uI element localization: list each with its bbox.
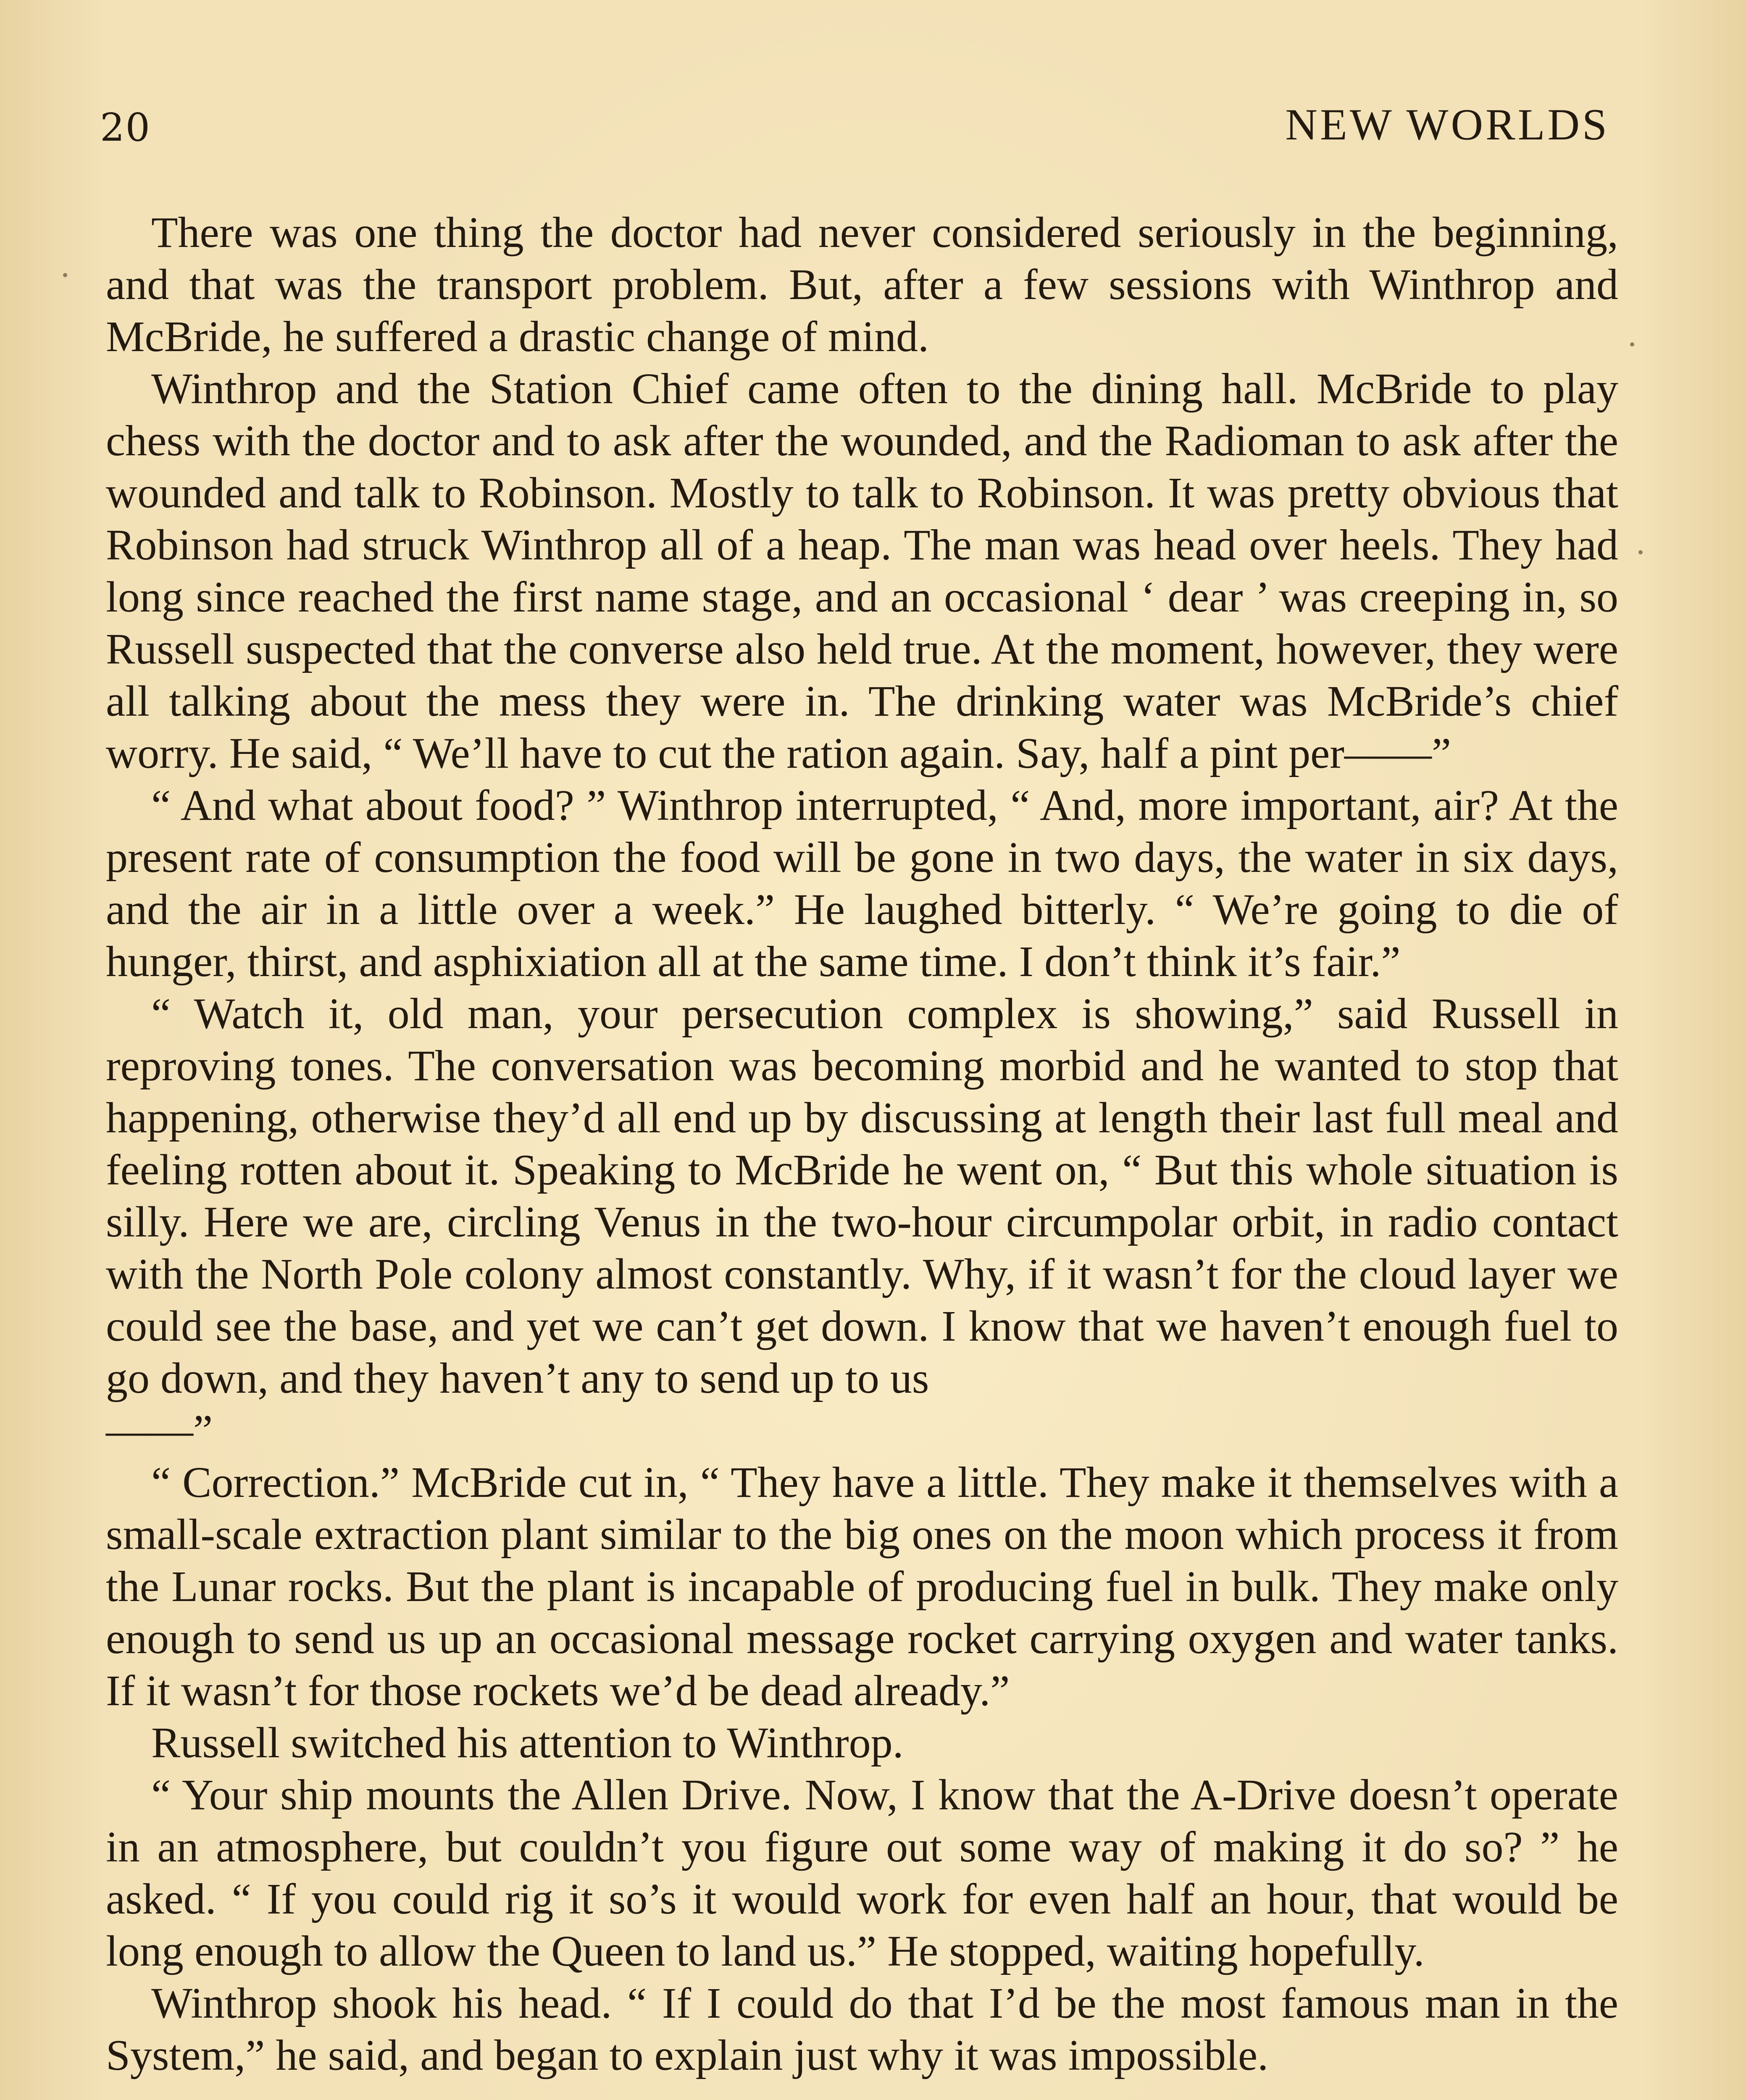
- paragraph-2: Winthrop and the Station Chief came often to the dining hall. McBride to play chess with the doctor and to ask after the wounded, and the Radioman to ask after the wounded and talk to Robinson. Mostly to talk to Robinson. It was pretty obvious that Robinson had struck Winthrop all of a heap. The man was head over heels. They had long since reached the first name stage, and an occasional ‘ dear ’ was creeping in, so Russell suspected that the converse also held true. At the moment, however, they were all talking about the mess they were in. The drinking water was McBride’s chief worry. He said, “ We’ll have to cut the ration again. Say, half a pint per——”: [106, 365, 1618, 777]
- paragraph-4-dash: ——”: [106, 1406, 213, 1454]
- ink-speck: [1638, 550, 1643, 554]
- ink-speck: [1630, 342, 1634, 346]
- ink-speck: [63, 273, 67, 277]
- paragraph-1: There was one thing the doctor had never considered seriously in the beginning, and that was the transport problem. But, after a few sessions with Winthrop and McBride, he suffered a drastic change of mind.: [106, 208, 1618, 361]
- page-number: 20: [100, 105, 151, 150]
- paragraph-8: Winthrop shook his head. “ If I could do that I’d be the most famous man in the System,” he said, and began to explain just why it was impossible.: [106, 1979, 1618, 2079]
- story-text: [106, 207, 1618, 2082]
- paragraph-5: “ Correction.” McBride cut in, “ They have a little. They make it themselves with a small-scale extraction plant similar to the big ones on the moon which process it from the Lunar rocks. But the plant is incapable of producing fuel in bulk. They make only enough to send us up an occasional message rocket carrying oxygen and water tanks. If it wasn’t for those rockets we’d be dead already.”: [106, 1458, 1618, 1715]
- running-title: NEW WORLDS: [1285, 100, 1609, 149]
- page-header: [100, 95, 1609, 162]
- paragraph-3: “ And what about food? ” Winthrop interrupted, “ And, more important, air? At the present rate of consumption the food will be gone in two days, the water in six days, and the air in a little over a week.” He laughed bitterly. “ We’re going to die of hunger, thirst, and asphixiation all at the same time. I don’t think it’s fair.”: [106, 781, 1618, 986]
- paragraph-7: “ Your ship mounts the Allen Drive. Now, I know that the A-Drive doesn’t operate in an atmosphere, but couldn’t you figure out some way of making it do so? ” he asked. “ If you could rig it so’s it would work for even half an hour, that would be long enough to allow the Queen to land us.” He stopped, waiting hopefully.: [106, 1771, 1618, 1975]
- paragraph-6: Russell switched his attention to Winthrop.: [151, 1719, 904, 1767]
- paragraph-4: “ Watch it, old man, your persecution complex is showing,” said Russell in reproving tones. The conversation was becoming morbid and he wanted to stop that happening, otherwise they’d all end up by discussing at length their last full meal and feeling rotten about it. Speaking to McBride he went on, “ But this whole situation is silly. Here we are, circling Venus in the two-hour circumpolar orbit, in radio contact with the North Pole colony almost constantly. Why, if it wasn’t for the cloud layer we could see the base, and yet we can’t get down. I know that we haven’t enough fuel to go down, and they haven’t any to send up to us: [106, 990, 1618, 1402]
